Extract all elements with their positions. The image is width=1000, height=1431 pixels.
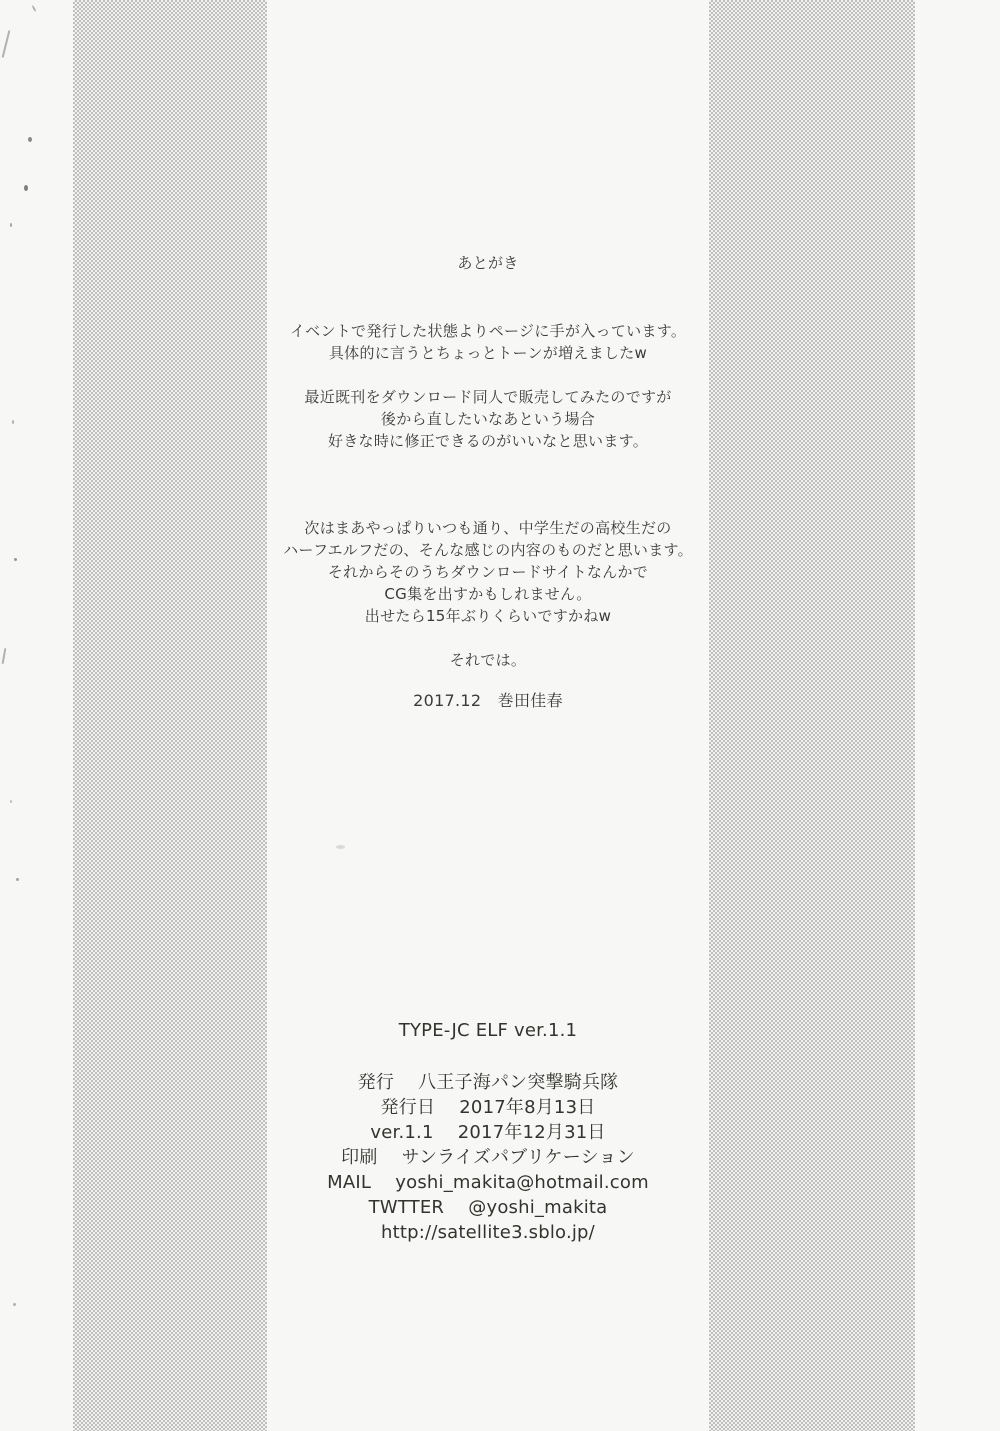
scan-speck [10, 800, 12, 803]
afterword-text-line: 次はまあやっぱりいつも通り、中学生だの高校生だの [304, 519, 672, 537]
colophon-publisher-line: 発行 八王子海パン突撃騎兵隊 [357, 1072, 619, 1093]
afterword-text-line: ハーフエルフだの、そんな感じの内容のものだと思います。 [283, 541, 693, 559]
colophon-pubdate-line: 発行日 2017年8月13日 [380, 1097, 596, 1118]
scan-speck [24, 185, 28, 191]
afterword-text-line: 出せたら15年ぶりくらいですかねw [364, 607, 612, 625]
scan-speck [2, 648, 7, 664]
colophon-edition-title: TYPE-JC ELF ver.1.1 [398, 1020, 578, 1041]
colophon-twitter-line: TWTTER @yoshi_makita [368, 1197, 608, 1218]
colophon [238, 1070, 738, 1245]
afterword-title: あとがき [457, 254, 519, 272]
right-halftone-band [709, 0, 915, 1431]
date-author-signature: 2017.12 巻田佳春 [413, 691, 563, 710]
afterword-text-line: 好きな時に修正できるのがいいなと思います。 [327, 432, 649, 450]
scan-speck [2, 30, 11, 58]
scan-smudge [336, 845, 345, 849]
afterword-text-line: 最近既刊をダウンロード同人で販売してみたのですが [304, 388, 672, 406]
colophon-printer-line: 印刷 サンライズパブリケーション [341, 1147, 635, 1168]
afterword-text-line: 具体的に言うとちょっとトーンが増えましたw [328, 344, 648, 362]
colophon-website-line: http://satellite3.sblo.jp/ [381, 1222, 595, 1243]
scan-speck [13, 1303, 16, 1306]
afterword-text-line: 後から直したいなあという場合 [380, 410, 596, 428]
colophon-version-line: ver.1.1 2017年12月31日 [370, 1122, 606, 1143]
scan-speck [12, 420, 14, 424]
afterword-text-line: それからそのうちダウンロードサイトなんかで [327, 563, 649, 581]
scan-speck [31, 5, 36, 12]
scan-speck [14, 558, 17, 561]
afterword-paragraph-2 [238, 386, 738, 452]
afterword-text-line: CG集を出すかもしれません。 [384, 585, 592, 603]
scan-speck [28, 137, 32, 142]
afterword-paragraph-1 [238, 320, 738, 364]
colophon-mail-line: MAIL yoshi_makita@hotmail.com [327, 1172, 649, 1193]
afterword-closing: それでは。 [449, 651, 527, 669]
afterword-text-line: イベントで発行した状態よりページに手が入っています。 [289, 322, 687, 340]
scan-speck [10, 223, 12, 227]
scan-speck [16, 878, 19, 881]
afterword-paragraph-3 [238, 517, 738, 627]
